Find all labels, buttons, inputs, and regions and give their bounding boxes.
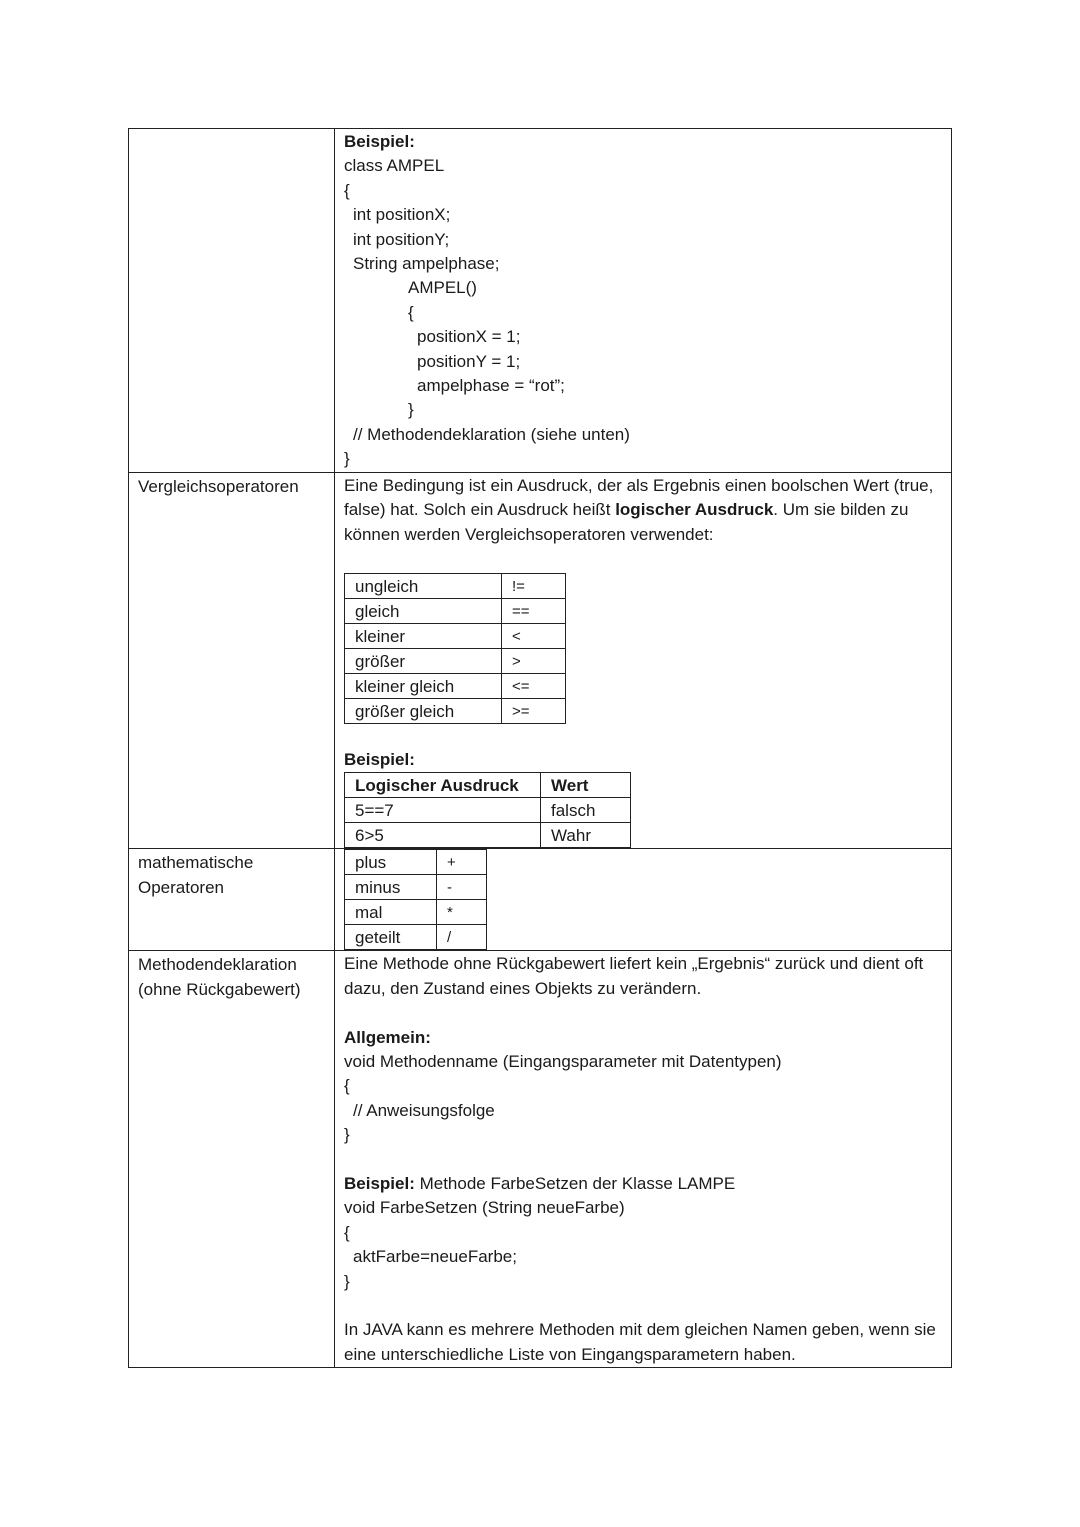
- header-value: Wert: [541, 773, 631, 798]
- method-example-label: Beispiel:: [344, 1173, 415, 1193]
- example-brace-close: }: [344, 1271, 350, 1291]
- math-operator-row-name: plus: [345, 850, 437, 875]
- method-closing-note: In JAVA kann es mehrere Methoden mit dem gleichen Namen geben, wenn sie eine unterschiedliche Liste von Eingangsparametern haben.: [344, 1320, 936, 1364]
- comparison-operator-row-symbol: !=: [502, 573, 566, 598]
- code-line: int positionX;: [353, 205, 451, 225]
- general-brace-open: {: [344, 1076, 350, 1096]
- row2-label: Vergleichsoperatoren: [129, 472, 335, 849]
- math-operator-row: [345, 900, 487, 925]
- code-line: ampelphase = “rot”;: [417, 376, 565, 396]
- example-body: aktFarbe=neueFarbe;: [353, 1247, 517, 1267]
- class-code-block: [344, 130, 943, 472]
- row3-content: [335, 849, 952, 951]
- comparison-operator-row-name: größer gleich: [345, 698, 502, 723]
- code-line: positionY = 1;: [417, 351, 521, 371]
- math-operator-row-name: minus: [345, 875, 437, 900]
- row1-content: [335, 129, 952, 473]
- row-math-operators: [129, 849, 952, 951]
- logical-expression-row-symbol: Wahr: [541, 823, 631, 848]
- logical-expression-table: [344, 772, 631, 848]
- comparison-operator-row: [345, 598, 566, 623]
- general-label: Allgemein:: [344, 1027, 431, 1047]
- comparison-operator-row-name: kleiner: [345, 623, 502, 648]
- method-intro: Eine Methode ohne Rückgabewert liefert kein „Ergebnis“ zurück und dient oft dazu, den Zustand eines Objekts zu verändern.: [344, 954, 924, 998]
- reference-table: [128, 128, 952, 1368]
- code-line: Beispiel:: [344, 132, 415, 151]
- row-method-declaration: [129, 951, 952, 1368]
- example-brace-open: {: [344, 1222, 350, 1242]
- row4-label: Methodendeklaration (ohne Rückgabewert): [129, 951, 335, 1368]
- comparison-operator-row: [345, 623, 566, 648]
- row1-label: [129, 129, 335, 473]
- comparison-operator-row: [345, 573, 566, 598]
- code-line: positionX = 1;: [417, 327, 521, 347]
- logical-expression-row: [345, 798, 631, 823]
- comparison-operator-row-symbol: >=: [502, 698, 566, 723]
- code-line: int positionY;: [353, 229, 450, 249]
- comparison-operator-row: [345, 648, 566, 673]
- math-operator-row: [345, 850, 487, 875]
- math-operator-row-symbol: +: [437, 850, 487, 875]
- row3-label: mathematische Operatoren: [129, 849, 335, 951]
- comparison-intro: [344, 474, 943, 547]
- logical-expression-row-name: 6>5: [345, 823, 541, 848]
- math-operator-row-symbol: *: [437, 900, 487, 925]
- row-class-example: [129, 129, 952, 473]
- code-line: {: [344, 180, 350, 200]
- general-brace-close: }: [344, 1125, 350, 1145]
- math-operator-row-symbol: /: [437, 925, 487, 950]
- comparison-intro-text-end: . Um sie bilden zu können werden Vergleichsoperatoren verwendet:: [344, 500, 909, 544]
- method-example-heading: [344, 1172, 943, 1196]
- comparison-operator-row-symbol: <: [502, 623, 566, 648]
- comparison-example-label: Beispiel:: [344, 749, 415, 769]
- logical-expression-row: [345, 823, 631, 848]
- comparison-operator-row-symbol: ==: [502, 598, 566, 623]
- code-line: // Methodendeklaration (siehe unten): [353, 424, 630, 444]
- math-operator-row: [345, 875, 487, 900]
- math-operator-row: [345, 925, 487, 950]
- comparison-operator-row-name: ungleich: [345, 573, 502, 598]
- row-comparison-operators: [129, 472, 952, 849]
- math-operator-row-symbol: -: [437, 875, 487, 900]
- logical-expression-term: logischer Ausdruck: [615, 500, 774, 520]
- example-signature: void FarbeSetzen (String neueFarbe): [344, 1198, 625, 1218]
- code-line: }: [344, 449, 350, 469]
- comparison-operator-row: [345, 673, 566, 698]
- math-operators-table: [344, 849, 487, 950]
- row2-content: [335, 472, 952, 849]
- code-line: String ampelphase;: [353, 254, 500, 274]
- logical-expression-row-name: 5==7: [345, 798, 541, 823]
- logical-expression-header: [345, 773, 631, 798]
- header-expression: Logischer Ausdruck: [345, 773, 541, 798]
- code-line: class AMPEL: [344, 156, 445, 176]
- comparison-operator-row-symbol: <=: [502, 673, 566, 698]
- general-body: // Anweisungsfolge: [353, 1100, 495, 1120]
- comparison-operators-table: [344, 573, 566, 724]
- code-line: }: [408, 400, 414, 420]
- method-example-title: Methode FarbeSetzen der Klasse LAMPE: [414, 1173, 736, 1193]
- comparison-operator-row-name: größer: [345, 648, 502, 673]
- comparison-operator-row: [345, 698, 566, 723]
- code-line: AMPEL(): [408, 278, 477, 298]
- math-operator-row-name: geteilt: [345, 925, 437, 950]
- code-line: {: [408, 302, 414, 322]
- comparison-operator-row-name: gleich: [345, 598, 502, 623]
- comparison-operator-row-name: kleiner gleich: [345, 673, 502, 698]
- general-signature: void Methodenname (Eingangsparameter mit Datentypen): [344, 1051, 782, 1071]
- row4-content: [335, 951, 952, 1368]
- math-operator-row-name: mal: [345, 900, 437, 925]
- comparison-intro-text: Eine Bedingung ist ein Ausdruck, der als Ergebnis einen boolschen Wert (true, false) hat. Solch ein Ausdruck heißt: [344, 475, 934, 520]
- logical-expression-row-symbol: falsch: [541, 798, 631, 823]
- comparison-operator-row-symbol: >: [502, 648, 566, 673]
